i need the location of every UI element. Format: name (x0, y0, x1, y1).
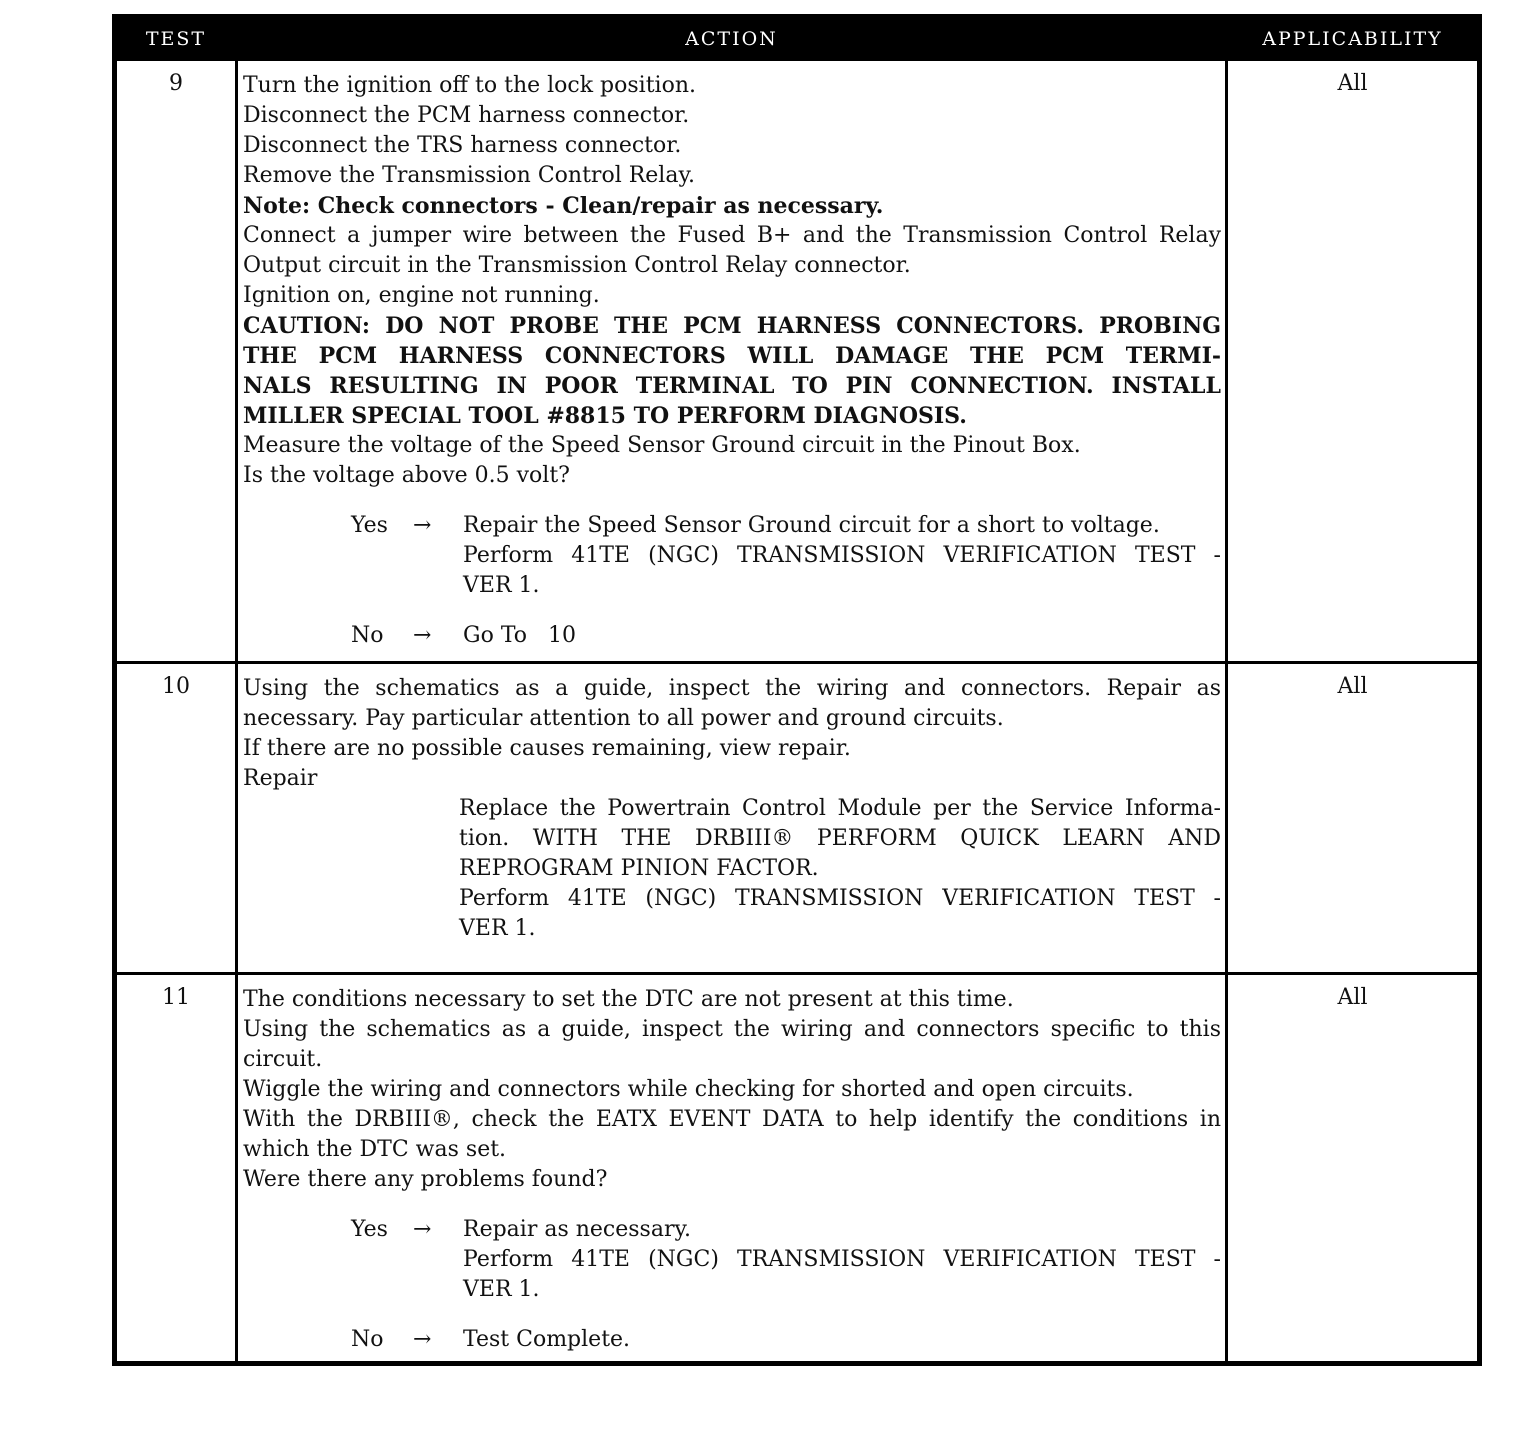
action-cell (243, 674, 1221, 944)
table-header (117, 19, 1477, 61)
test-number: 11 (162, 985, 190, 1010)
action-cell (243, 985, 1221, 1355)
note-line: Note: Check connectors - Clean/repair as necessary. (243, 193, 884, 219)
action-line: Disconnect the TRS harness connector. (243, 133, 682, 158)
action-line: circuit. (243, 1047, 323, 1072)
caution-line: THE PCM HARNESS CONNECTORS WILL DAMAGE THE PCM TERMI- (243, 343, 1221, 369)
yes-label: Yes (351, 1217, 388, 1242)
no-label: No (351, 623, 384, 648)
arrow-right-icon: → (413, 1217, 432, 1242)
test-number: 9 (169, 71, 183, 96)
no-branch (243, 1325, 1221, 1355)
action-line: Disconnect the PCM harness connector. (243, 103, 690, 128)
no-branch (243, 621, 1221, 651)
yes-line: VER 1. (463, 573, 540, 598)
action-line: Connect a jumper wire between the Fused B+ and the Transmission Control Relay (243, 223, 1221, 248)
repair-line: VER 1. (459, 916, 536, 941)
action-line: Using the schematics as a guide, inspect the wiring and connectors specific to this (243, 1017, 1221, 1042)
repair-line: Perform 41TE (NGC) TRANSMISSION VERIFICATION TEST - (459, 886, 1221, 911)
action-line: Remove the Transmission Control Relay. (243, 163, 695, 188)
no-label: No (351, 1327, 384, 1352)
yes-branch (243, 511, 1221, 601)
table-row-test-11 (117, 975, 1477, 1365)
action-line: With the DRBIII®, check the EATX EVENT DATA to help identify the conditions in (243, 1107, 1221, 1132)
action-line: Were there any problems found? (243, 1167, 608, 1192)
header-test: TEST (145, 28, 207, 50)
yes-line: Perform 41TE (NGC) TRANSMISSION VERIFICATION TEST - (463, 543, 1221, 568)
action-line: Ignition on, engine not running. (243, 283, 600, 308)
repair-line: REPROGRAM PINION FACTOR. (459, 856, 819, 881)
table-row-test-9 (117, 61, 1477, 663)
repair-text (459, 794, 1221, 944)
no-line: Test Complete. (463, 1327, 631, 1352)
action-cell (243, 71, 1221, 651)
diagnostic-table (112, 14, 1482, 1366)
action-line: The conditions necessary to set the DTC are not present at this time. (243, 987, 1014, 1012)
repair-line: tion. WITH THE DRBIII® PERFORM QUICK LEARN AND (459, 826, 1221, 851)
yes-line: Perform 41TE (NGC) TRANSMISSION VERIFICATION TEST - (463, 1247, 1221, 1272)
applicability: All (1337, 985, 1368, 1010)
caution-line: CAUTION: DO NOT PROBE THE PCM HARNESS CONNECTORS. PROBING (243, 313, 1221, 339)
test-number: 10 (162, 674, 190, 699)
action-line: necessary. Pay particular attention to all power and ground circuits. (243, 706, 1004, 731)
yes-line: Repair as necessary. (463, 1217, 691, 1242)
applicability: All (1337, 71, 1368, 96)
action-line: Measure the voltage of the Speed Sensor Ground circuit in the Pinout Box. (243, 433, 1081, 458)
yes-label: Yes (351, 513, 388, 538)
action-line: Output circuit in the Transmission Control Relay connector. (243, 253, 911, 278)
arrow-right-icon: → (413, 1327, 432, 1352)
action-line: Turn the ignition off to the lock position. (243, 73, 696, 98)
repair-label: Repair (243, 766, 318, 791)
arrow-right-icon: → (413, 623, 432, 648)
table-row-test-10 (117, 664, 1477, 972)
caution-line: MILLER SPECIAL TOOL #8815 TO PERFORM DIAGNOSIS. (243, 403, 967, 429)
action-line: which the DTC was set. (243, 1137, 507, 1162)
yes-branch (243, 1215, 1221, 1305)
action-line: Wiggle the wiring and connectors while checking for shorted and open circuits. (243, 1077, 1134, 1102)
action-line: Is the voltage above 0.5 volt? (243, 463, 570, 488)
action-line: Using the schematics as a guide, inspect the wiring and connectors. Repair as (243, 676, 1221, 701)
no-line: Go To 10 (463, 623, 576, 648)
arrow-right-icon: → (413, 513, 432, 538)
yes-line: VER 1. (463, 1277, 540, 1302)
yes-line: Repair the Speed Sensor Ground circuit for a short to voltage. (463, 513, 1160, 538)
repair-line: Replace the Powertrain Control Module per the Service Informa- (459, 796, 1221, 821)
action-line: If there are no possible causes remaining, view repair. (243, 736, 851, 761)
caution-line: NALS RESULTING IN POOR TERMINAL TO PIN CONNECTION. INSTALL (243, 373, 1221, 399)
applicability: All (1337, 674, 1368, 699)
header-applicability: APPLICABILITY (1262, 28, 1443, 50)
header-action: ACTION (685, 28, 778, 50)
